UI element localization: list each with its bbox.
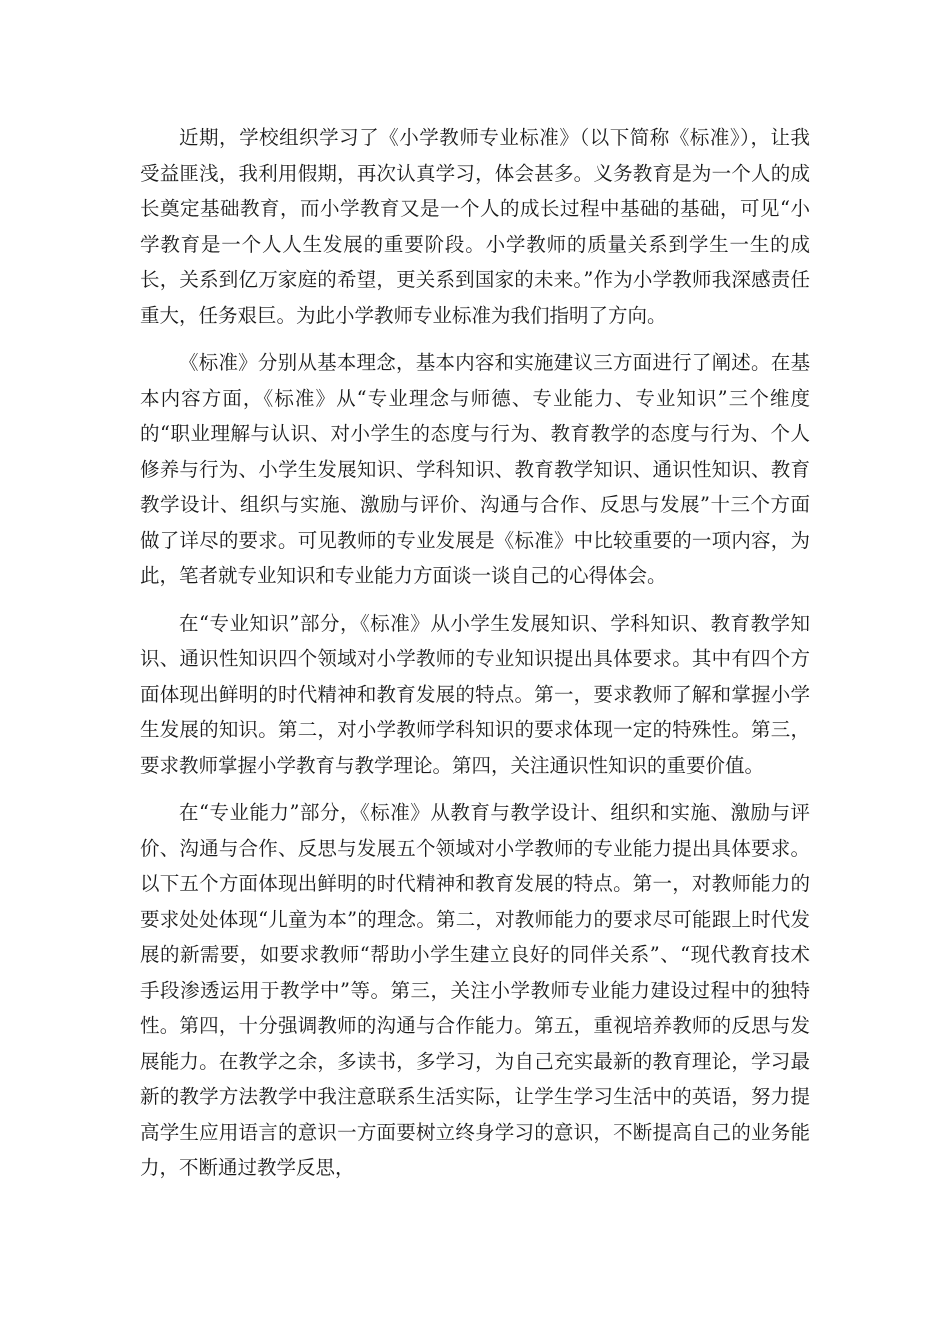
paragraph-4: 在“专业能力”部分，《标准》从教育与教学设计、组织和实施、激励与评价、沟通与合作、反思与发展五个领域对小学教师的专业能力提出具体要求。以下五个方面体现出鲜明的时代精神和教育发展的特点。第一，对教师能力的要求处处体现“儿童为本”的理念。第二，对教师能力的要求尽可能跟上时代发展的新需要，如要求教师“帮助小学生建立良好的同伴关系”、“现代教育技术手段渗透运用于教学中”等。第三，关注小学教师专业能力建设过程中的独特性。第四，十分强调教师的沟通与合作能力。第五，重视培养教师的反思与发展能力。在教学之余，多读书，多学习，为自己充实最新的教育理论，学习最新的教学方法教学中我注意联系生活实际，让学生学习生活中的英语，努力提高学生应用语言的意识一方面要树立终身学习的意识，不断提高自己的业务能力，不断通过教学反思， — [140, 801, 810, 1179]
paragraph-1: 近期，学校组织学习了《小学教师专业标准》（以下简称《标准》），让我受益匪浅，我利用假期，再次认真学习，体会甚多。义务教育是为一个人的成长奠定基础教育，而小学教育又是一个人的成长过程中基础的基础，可见“小学教育是一个人人生发展的重要阶段。小学教师的质量关系到学生一生的成长，关系到亿万家庭的希望，更关系到国家的未来。”作为小学教师我深感责任重大，任务艰巨。为此小学教师专业标准为我们指明了方向。 — [140, 126, 810, 327]
paragraph-3: 在“专业知识”部分，《标准》从小学生发展知识、学科知识、教育教学知识、通识性知识四个领域对小学教师的专业知识提出具体要求。其中有四个方面体现出鲜明的时代精神和教育发展的特点。第一，要求教师了解和掌握小学生发展的知识。第二，对小学教师学科知识的要求体现一定的特殊性。第三，要求教师掌握小学教育与教学理论。第四，关注通识性知识的重要价值。 — [140, 611, 810, 777]
paragraph-2: 《标准》分别从基本理念，基本内容和实施建议三方面进行了阐述。在基本内容方面，《标准》从“专业理念与师德、专业能力、专业知识”三个维度的“职业理解与认识、对小学生的态度与行为、教育教学的态度与行为、个人修养与行为、小学生发展知识、学科知识、教育教学知识、通识性知识、教育教学设计、组织与实施、激励与评价、沟通与合作、反思与发展”十三个方面做了详尽的要求。可见教师的专业发展是《标准》中比较重要的一项内容，为此，笔者就专业知识和专业能力方面谈一谈自己的心得体会。 — [140, 351, 810, 587]
